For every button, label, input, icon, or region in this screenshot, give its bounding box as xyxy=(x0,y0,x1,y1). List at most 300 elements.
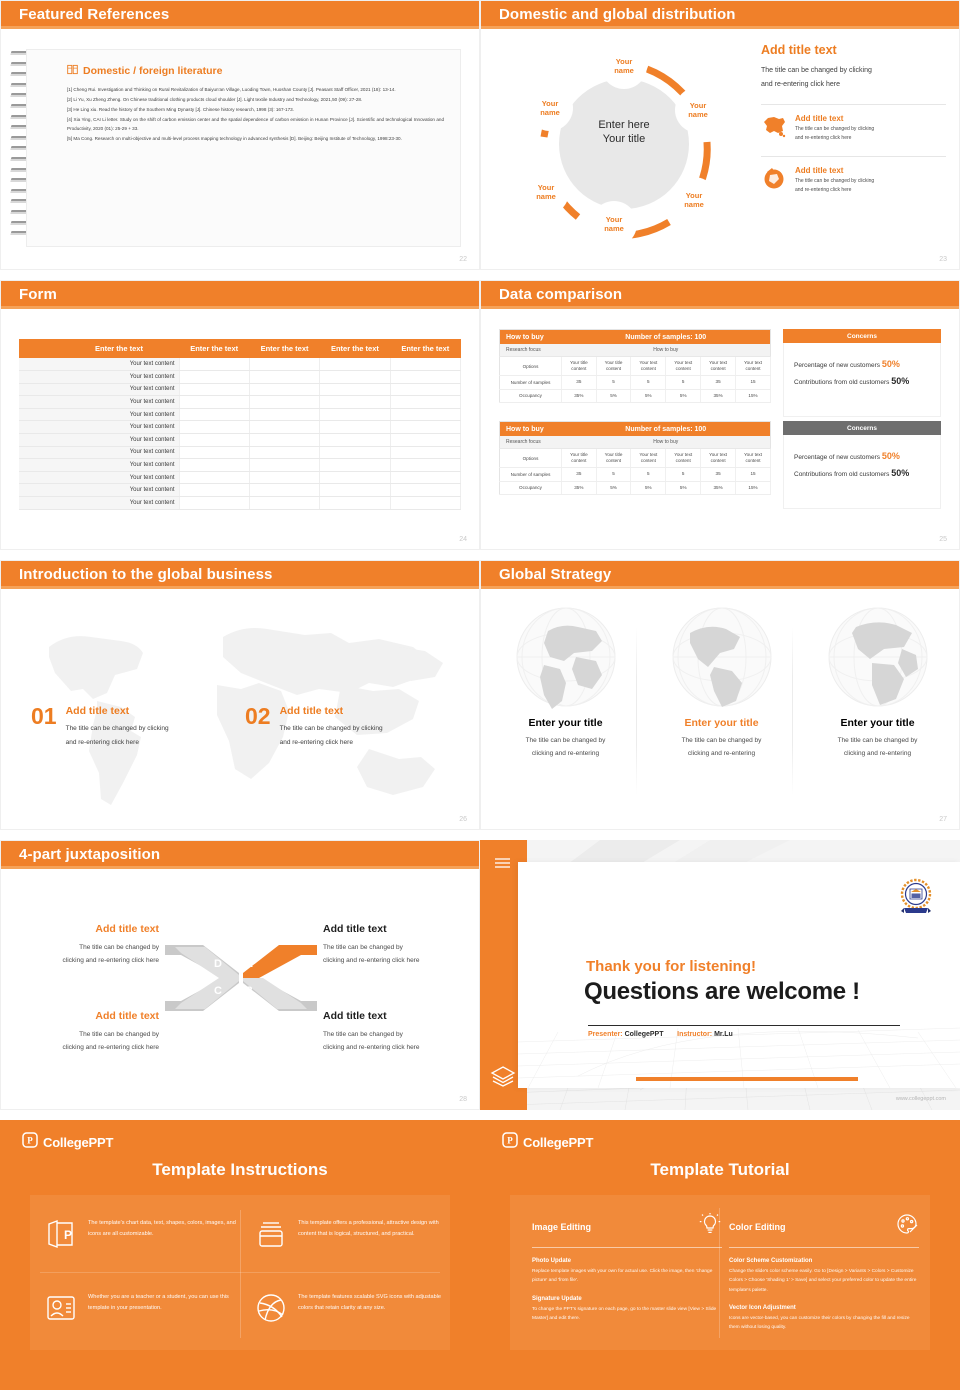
table-cell[interactable] xyxy=(390,497,460,510)
table-row[interactable] xyxy=(19,434,461,447)
website-url: www.collegeppt.com xyxy=(895,1096,946,1102)
column-title: Enter your title xyxy=(840,717,915,729)
item-line1: The title can be changed by clicking xyxy=(279,725,383,732)
hamburger-menu-icon[interactable] xyxy=(494,856,511,874)
table-cell[interactable]: Your text content xyxy=(666,357,701,376)
table-cell[interactable] xyxy=(249,497,319,510)
section-text: Change the slide's color scheme easily. Go to [Design > Variants > Colors > Customize Colors > Choose 'Shading 1' > Save] and select your preferred color to update the entire template's palette. xyxy=(729,1269,917,1293)
slide-25-data-comparison[interactable] xyxy=(480,280,960,560)
slide-title: Global Strategy xyxy=(499,566,612,583)
table-cell[interactable] xyxy=(320,434,390,447)
slide-title: Data comparison xyxy=(499,286,623,303)
slide-28-four-part-juxtaposition[interactable] xyxy=(0,840,480,1120)
table-cell[interactable] xyxy=(249,446,319,459)
table-cell[interactable]: 35% xyxy=(562,389,597,402)
svg-text:P: P xyxy=(507,1135,513,1146)
table-cell[interactable] xyxy=(390,358,460,371)
table-cell[interactable]: Your title content xyxy=(562,449,597,468)
column-title: Enter your title xyxy=(684,717,759,729)
row-label: Number of samples xyxy=(500,376,562,389)
table-cell[interactable] xyxy=(179,358,249,371)
quadrant-label-b: B xyxy=(245,985,253,997)
table-header-row xyxy=(19,339,461,358)
table-cell[interactable] xyxy=(320,459,390,472)
slide-29-thank-you[interactable] xyxy=(480,840,960,1120)
table-cell[interactable] xyxy=(179,396,249,409)
table-cell[interactable]: Your title content xyxy=(596,449,631,468)
table-subheader-row xyxy=(500,344,771,357)
slide-22-featured-references[interactable] xyxy=(0,0,480,280)
table-cell[interactable] xyxy=(320,383,390,396)
table-row[interactable] xyxy=(19,383,461,396)
divider xyxy=(761,104,946,105)
page-number: 23 xyxy=(939,256,947,263)
x-shape xyxy=(161,933,321,1023)
table-cell[interactable]: 5% xyxy=(596,481,631,494)
column-title: Enter your title xyxy=(528,717,603,729)
table-cell[interactable] xyxy=(320,446,390,459)
table-row[interactable] xyxy=(19,408,461,421)
table-row[interactable] xyxy=(19,497,461,510)
table-row[interactable] xyxy=(19,446,461,459)
slide-title: Form xyxy=(19,286,57,303)
table-header-left: How to buy xyxy=(500,330,562,345)
table-row[interactable] xyxy=(500,449,771,468)
table-cell[interactable] xyxy=(179,421,249,434)
slide-header-bar xyxy=(481,1,960,29)
slide-27-global-strategy[interactable] xyxy=(480,560,960,840)
palette-icon xyxy=(895,1212,919,1241)
table-header-row xyxy=(500,422,771,437)
table-header-cell[interactable]: Enter the text xyxy=(179,339,249,358)
collegeppt-logo-icon xyxy=(502,1132,518,1153)
item-title: Add title text xyxy=(795,165,844,175)
instruction-text: This template offers a professional, attractive design with content that is logical, structured, and practical. xyxy=(298,1220,439,1237)
item-line1: The title can be changed by clicking xyxy=(65,725,169,732)
table-header-right: Number of samples: 100 xyxy=(562,422,771,437)
instructor-label: Instructor: xyxy=(677,1031,713,1038)
comparison-table xyxy=(499,329,771,403)
table-cell[interactable]: Your text content xyxy=(631,449,666,468)
table-cell[interactable]: 5% xyxy=(666,481,701,494)
instruction-cell-2 xyxy=(255,1218,455,1255)
table-cell[interactable] xyxy=(179,497,249,510)
table-cell[interactable] xyxy=(390,484,460,497)
instruction-text: The template features scalable SVG icons with adjustable colors that retain clarity at any size. xyxy=(298,1294,442,1311)
table-cell[interactable] xyxy=(390,396,460,409)
university-emblem-logo xyxy=(900,878,932,921)
table-cell[interactable]: 5 xyxy=(666,376,701,389)
table-cell[interactable] xyxy=(390,371,460,384)
table-row[interactable] xyxy=(19,396,461,409)
table-cell[interactable] xyxy=(320,358,390,371)
table-row[interactable] xyxy=(19,358,461,371)
quadrant-text-top-right[interactable] xyxy=(323,923,473,968)
table-cell[interactable]: Your text content xyxy=(736,357,771,376)
row-label: Number of samples xyxy=(500,468,562,481)
table-cell[interactable]: Your text content xyxy=(19,446,179,459)
table-cell[interactable]: Your text content xyxy=(19,459,179,472)
page-number: 27 xyxy=(939,816,947,823)
globe-icon xyxy=(514,605,618,709)
table-cell[interactable]: 15 xyxy=(736,468,771,481)
subheader-left: Research focus xyxy=(500,344,562,357)
table-header-cell[interactable]: Enter the text xyxy=(249,339,319,358)
business-item-02[interactable] xyxy=(245,705,383,749)
table-cell[interactable]: Your text content xyxy=(19,497,179,510)
new-customer-percent: 50% xyxy=(881,359,900,369)
quadrant-a-shape xyxy=(243,945,317,978)
row-label: Occupancy xyxy=(500,481,562,494)
china-map-icon xyxy=(761,114,787,144)
quadrant-text-bottom-right[interactable] xyxy=(323,1010,473,1055)
section-text: Icons are vector-based, you can customize their colors by changing the fill and resize them without losing quality. xyxy=(729,1316,910,1331)
table-row[interactable] xyxy=(500,376,771,389)
form-table xyxy=(19,339,461,510)
table-cell[interactable] xyxy=(390,471,460,484)
table-row[interactable] xyxy=(19,484,461,497)
x-diagram xyxy=(161,933,321,1023)
table-cell[interactable]: 5% xyxy=(666,389,701,402)
table-row[interactable] xyxy=(500,468,771,481)
concerns-line: Contributions from old customers 50% xyxy=(794,376,910,386)
hub-label-line1: Enter here xyxy=(598,119,650,131)
table-cell[interactable]: 15 xyxy=(736,376,771,389)
page-number: 25 xyxy=(939,536,947,543)
item-line2: and re-entering click here xyxy=(279,738,353,746)
table-cell[interactable] xyxy=(249,396,319,409)
page-number: 26 xyxy=(459,816,467,823)
quadrant-text-bottom-left[interactable] xyxy=(9,1010,159,1055)
table-cell[interactable]: Your text content xyxy=(19,358,179,371)
table-cell[interactable]: 35% xyxy=(701,481,736,494)
table-cell[interactable]: Your title content xyxy=(562,357,597,376)
table-header-cell[interactable]: Enter the text xyxy=(320,339,390,358)
orange-accent-bar xyxy=(636,1077,858,1081)
table-header-cell xyxy=(19,339,59,358)
slide-30-template-instructions[interactable] xyxy=(0,1120,480,1400)
item-line1: The title can be changed by clicking xyxy=(795,126,875,132)
table-cell[interactable] xyxy=(320,371,390,384)
table-row[interactable] xyxy=(500,389,771,402)
node-top-right[interactable]: Your name xyxy=(675,87,721,133)
slide-24-form[interactable] xyxy=(0,280,480,560)
node-bottom-left[interactable]: Your name xyxy=(523,169,569,215)
table-cell[interactable]: Your text content xyxy=(666,449,701,468)
table-cell[interactable]: 5 xyxy=(666,468,701,481)
old-customer-percent: 50% xyxy=(891,376,910,386)
concerns-header: Concerns xyxy=(783,329,941,343)
table-cell[interactable]: 35% xyxy=(562,481,597,494)
table-cell[interactable]: 35 xyxy=(562,376,597,389)
distribution-item[interactable] xyxy=(761,114,946,144)
panel-horizontal-divider xyxy=(40,1272,440,1273)
ppt-file-icon xyxy=(45,1218,77,1255)
table-cell[interactable]: Your text content xyxy=(19,421,179,434)
distribution-item[interactable] xyxy=(761,166,946,196)
globe-icon xyxy=(826,605,930,709)
table-cell[interactable] xyxy=(179,383,249,396)
item-number: 02 xyxy=(245,703,271,729)
table-cell[interactable]: 5 xyxy=(631,376,666,389)
references-heading-label: Domestic / foreign literature xyxy=(83,65,223,77)
table-cell[interactable] xyxy=(320,471,390,484)
tutorial-column-image-editing xyxy=(532,1212,722,1323)
table-cell[interactable] xyxy=(249,421,319,434)
section-text: Replace template images with your own for actual use. Click the image, then 'change picture' and 'from file'. xyxy=(532,1269,713,1284)
presenter-meta xyxy=(588,1031,733,1038)
new-customer-percent: 50% xyxy=(881,451,900,461)
table-cell[interactable]: 35% xyxy=(701,389,736,402)
section-subtitle: Color Scheme Customization xyxy=(729,1258,813,1264)
slide-header-bar xyxy=(1,561,480,589)
table-cell[interactable]: Your text content xyxy=(701,357,736,376)
comparison-table xyxy=(499,421,771,495)
book-icon xyxy=(67,64,78,78)
table-cell[interactable]: Your text content xyxy=(19,396,179,409)
section-subtitle: Signature Update xyxy=(532,1295,582,1302)
svg-text:P: P xyxy=(27,1135,33,1146)
table-cell[interactable] xyxy=(390,408,460,421)
row-label: Options xyxy=(500,449,562,468)
block-title: Add title text xyxy=(95,1010,159,1022)
table-cell[interactable] xyxy=(390,446,460,459)
old-customer-percent: 50% xyxy=(891,468,910,478)
globe-icon xyxy=(670,605,774,709)
business-item-01[interactable] xyxy=(31,705,169,749)
subheader-right: How to buy xyxy=(562,344,771,357)
node-bottom-right[interactable]: Your name xyxy=(671,177,717,223)
table-cell[interactable] xyxy=(249,383,319,396)
table-cell[interactable] xyxy=(249,358,319,371)
divider xyxy=(761,156,946,157)
block-title: Add title text xyxy=(323,1010,387,1022)
table-header-cell[interactable]: Enter the text xyxy=(390,339,460,358)
instruction-cell-4 xyxy=(255,1292,455,1329)
table-cell[interactable] xyxy=(249,408,319,421)
subheader-left: Research focus xyxy=(500,436,562,449)
slide-title: Featured References xyxy=(19,6,170,23)
table-cell[interactable] xyxy=(249,371,319,384)
table-cell[interactable]: Your text content xyxy=(19,471,179,484)
table-cell[interactable]: 5 xyxy=(596,376,631,389)
column-line2: clicking and re-entering xyxy=(687,750,756,757)
quadrant-label-a: A xyxy=(245,958,253,970)
table-cell[interactable] xyxy=(320,396,390,409)
table-cell[interactable] xyxy=(179,408,249,421)
table-cell[interactable] xyxy=(390,421,460,434)
table-cell[interactable] xyxy=(390,459,460,472)
hub-label-line2: Your title xyxy=(602,132,646,145)
slide-23-domestic-global-distribution[interactable] xyxy=(480,0,960,280)
panel-body-line2: and re-entering click here xyxy=(761,81,840,88)
table-cell[interactable] xyxy=(249,459,319,472)
column-heading: Image Editing xyxy=(532,1221,592,1232)
section-subtitle: Photo Update xyxy=(532,1258,571,1264)
item-title: Add title text xyxy=(65,705,130,717)
table-cell[interactable]: 15% xyxy=(736,389,771,402)
reference-item: [2] Li Yu, Xu Zheng Zheng. On Chinese traditional clothing products cloud shoulder [J]. Light textile Industry and Technology, 2021,50 (09): 27-28. xyxy=(67,96,363,102)
divider xyxy=(588,1025,900,1026)
panel-body-line1: The title can be changed by clicking xyxy=(761,67,872,74)
table-row[interactable] xyxy=(19,421,461,434)
reference-item: [4] Xia Ying, CAI Li letter. Study on the shift of carbon emission center and the spatial dependence of carbon emission in Hunan Province [J]. Scientific and technological Innovation and Productivity, 2020 (01): 25-29 + 33. xyxy=(67,116,444,131)
table-cell[interactable] xyxy=(320,408,390,421)
table-cell[interactable]: Your text content xyxy=(631,357,666,376)
reference-item: [3] He Ling xiu. Read the history of the Southern Ming Dynasty [J]. Chinese history research, 1998 (3): 167-173. xyxy=(67,106,295,112)
tutorial-column-color-editing xyxy=(729,1212,919,1333)
table-row[interactable] xyxy=(19,459,461,472)
strategy-column-2[interactable] xyxy=(645,605,798,760)
table-cell[interactable]: 5 xyxy=(596,468,631,481)
table-cell[interactable]: 35 xyxy=(701,376,736,389)
references-list xyxy=(67,86,444,145)
table-row[interactable] xyxy=(19,371,461,384)
column-line1: The title can be changed by xyxy=(681,737,762,744)
table-cell[interactable] xyxy=(249,434,319,447)
concerns-header: Concerns xyxy=(783,421,941,435)
table-cell[interactable]: Your text content xyxy=(701,449,736,468)
concerns-line: Percentage of new customers 50% xyxy=(794,359,900,369)
table-row[interactable] xyxy=(500,481,771,494)
table-cell[interactable]: Your text content xyxy=(19,434,179,447)
block-line1: The title can be changed by xyxy=(323,944,403,951)
slide-header-bar xyxy=(1,281,480,309)
slide-title: Introduction to the global business xyxy=(19,566,273,583)
table-cell[interactable]: 5% xyxy=(631,389,666,402)
table-cell[interactable]: 5% xyxy=(631,481,666,494)
circular-diagram xyxy=(499,37,749,262)
node-bottom[interactable]: Your name xyxy=(591,201,637,247)
collegeppt-logo-icon xyxy=(22,1132,38,1153)
table-cell[interactable]: 5% xyxy=(596,389,631,402)
concerns-line: Contributions from old customers 50% xyxy=(794,468,910,478)
section-text: To change the PPT's signature on each page, go to the master slide view [View > Slide Master] and edit there. xyxy=(532,1306,717,1322)
table-header-row xyxy=(500,330,771,345)
heading-underline xyxy=(729,1247,919,1248)
instructor-value: Mr.Lu xyxy=(714,1031,733,1038)
globe-icon xyxy=(761,166,787,196)
box-icon xyxy=(255,1218,287,1255)
instruction-cell-1 xyxy=(45,1218,245,1255)
table-cell[interactable] xyxy=(179,446,249,459)
table-cell[interactable] xyxy=(390,383,460,396)
references-card xyxy=(26,49,461,247)
table-cell[interactable] xyxy=(179,459,249,472)
item-line2: and re-entering click here xyxy=(795,186,852,193)
slide-title: Domestic and global distribution xyxy=(499,6,736,23)
table-cell[interactable] xyxy=(249,471,319,484)
table-cell[interactable] xyxy=(320,484,390,497)
subheader-right: How to buy xyxy=(562,436,771,449)
slide-title: Template Tutorial xyxy=(650,1160,790,1179)
row-label: Occupancy xyxy=(500,389,562,402)
slide-title: Template Instructions xyxy=(152,1160,328,1179)
slide-header-bar xyxy=(1,841,480,869)
instruction-text: Whether you are a teacher or a student, you can use this template in your presentation. xyxy=(88,1294,229,1311)
table-cell[interactable]: 5 xyxy=(631,468,666,481)
table-cell[interactable] xyxy=(320,421,390,434)
distribution-text-panel xyxy=(761,43,946,202)
slide-31-template-tutorial[interactable] xyxy=(480,1120,960,1400)
presenter-label: Presenter: xyxy=(588,1031,623,1038)
layers-icon[interactable] xyxy=(490,1065,516,1092)
block-line1: The title can be changed by xyxy=(79,1031,159,1038)
slide-26-introduction-global-business[interactable] xyxy=(0,560,480,840)
node-top[interactable]: Your name xyxy=(601,43,647,89)
table-header-right: Number of samples: 100 xyxy=(562,330,771,345)
node-top-left[interactable]: Your name xyxy=(527,85,573,131)
brand-name: CollegePPT xyxy=(43,1135,114,1150)
table-cell[interactable]: Your text content xyxy=(19,371,179,384)
table-row[interactable] xyxy=(500,357,771,376)
questions-headline: Questions are welcome ! xyxy=(584,978,860,1005)
block-title: Add title text xyxy=(323,923,387,935)
table-header-cell[interactable]: Enter the text xyxy=(59,339,179,358)
page-number: 24 xyxy=(459,536,467,543)
item-title: Add title text xyxy=(795,114,844,123)
references-card-heading xyxy=(67,64,222,78)
table-subheader-row xyxy=(500,436,771,449)
section-subtitle: Vector Icon Adjustment xyxy=(729,1305,796,1312)
table-cell[interactable]: Your text content xyxy=(736,449,771,468)
table-cell[interactable] xyxy=(390,434,460,447)
table-cell[interactable]: Your text content xyxy=(19,408,179,421)
id-card-icon xyxy=(45,1292,77,1329)
table-cell[interactable] xyxy=(179,434,249,447)
brand-name: CollegePPT xyxy=(523,1135,594,1150)
table-cell[interactable]: 15% xyxy=(736,481,771,494)
slide-title: 4-part juxtaposition xyxy=(19,846,161,863)
table-cell[interactable] xyxy=(179,371,249,384)
table-cell[interactable]: Your text content xyxy=(19,484,179,497)
table-cell[interactable] xyxy=(179,484,249,497)
table-cell[interactable] xyxy=(179,471,249,484)
quadrant-label-c: C xyxy=(214,985,222,997)
block-line1: The title can be changed by xyxy=(323,1031,403,1038)
table-row[interactable] xyxy=(19,471,461,484)
table-cell[interactable]: 35 xyxy=(701,468,736,481)
column-heading: Color Editing xyxy=(729,1221,786,1232)
block-line2: clicking and re-entering click here xyxy=(323,957,420,965)
block-title: Add title text xyxy=(95,923,159,935)
item-title: Add title text xyxy=(279,705,344,717)
concerns-box xyxy=(783,329,941,417)
table-cell[interactable] xyxy=(320,497,390,510)
item-line2: and re-entering click here xyxy=(795,135,852,142)
strategy-column-1[interactable] xyxy=(489,605,642,760)
concerns-box xyxy=(783,421,941,509)
column-line1: The title can be changed by xyxy=(525,737,606,744)
block-line1: The title can be changed by xyxy=(79,944,159,951)
heading-underline xyxy=(532,1247,722,1248)
table-cell[interactable]: 35 xyxy=(562,468,597,481)
column-line2: clicking and re-entering xyxy=(843,750,912,757)
block-line2: clicking and re-entering click here xyxy=(323,1044,420,1052)
table-header-left: How to buy xyxy=(500,422,562,437)
row-label: Options xyxy=(500,357,562,376)
quadrant-text-top-left[interactable] xyxy=(9,923,159,968)
item-number: 01 xyxy=(31,703,57,729)
page-number: 22 xyxy=(459,256,467,263)
item-line2: and re-entering click here xyxy=(65,738,139,746)
table-cell[interactable] xyxy=(249,484,319,497)
table-cell[interactable]: Your title content xyxy=(596,357,631,376)
strategy-column-3[interactable] xyxy=(801,605,954,760)
thankyou-card xyxy=(518,862,960,1088)
table-cell[interactable]: Your text content xyxy=(19,383,179,396)
column-line1: The title can be changed by xyxy=(837,737,918,744)
